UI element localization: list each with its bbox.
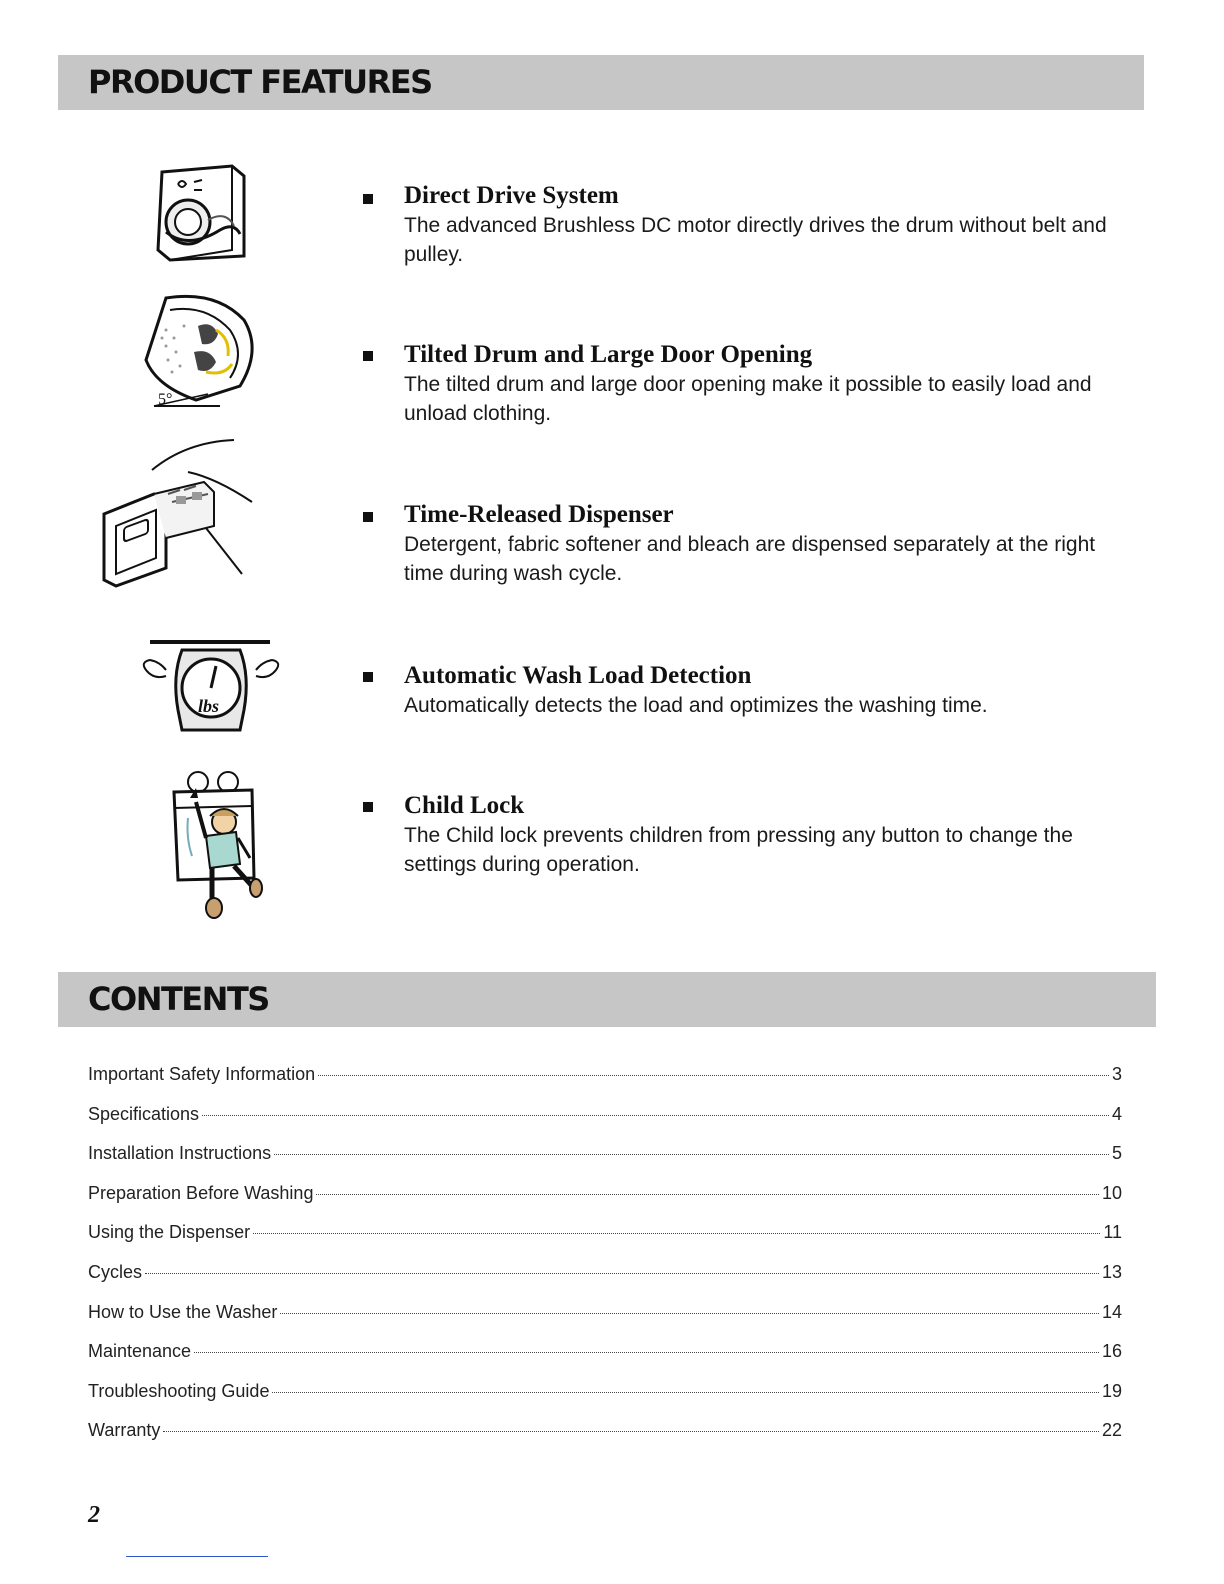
dispenser-drawer-illustration [96, 438, 256, 590]
toc-entry[interactable] [88, 1341, 1122, 1381]
toc-entry[interactable] [88, 1143, 1122, 1183]
feature-direct-drive [0, 150, 1224, 280]
toc-entry[interactable] [88, 1262, 1122, 1302]
toc-entry-page: 10 [1101, 1182, 1122, 1203]
feature-description: The advanced Brushless DC motor directly drives the drum without belt and pulley. [404, 214, 1107, 266]
feature-description: The Child lock prevents children from pressing any button to change the settings during operation. [404, 824, 1073, 876]
toc-entry-page: 5 [1111, 1143, 1122, 1164]
bullet-icon [363, 672, 373, 682]
feature-description: Automatically detects the load and optimizes the washing time. [404, 694, 988, 717]
feature-tilted-drum [0, 290, 1224, 425]
scale-illustration [136, 636, 286, 734]
toc-entry-label: Cycles [88, 1261, 143, 1282]
bullet-icon [363, 194, 373, 204]
toc-leader-dots [274, 1154, 1109, 1155]
toc-entry-label: Preparation Before Washing [88, 1182, 314, 1203]
toc-entry[interactable] [88, 1222, 1122, 1262]
feature-title: Time-Released Dispenser [404, 501, 674, 528]
page-number: 2 [88, 1502, 100, 1528]
toc-entry-label: Maintenance [88, 1341, 192, 1362]
tilt-angle-label: 5° [158, 391, 173, 408]
feature-dispenser [0, 438, 1224, 598]
feature-description: Detergent, fabric softener and bleach are dispensed separately at the right time during wash cycle. [404, 533, 1096, 585]
feature-title: Direct Drive System [404, 182, 619, 209]
feature-load-detection [0, 630, 1224, 740]
feature-title: Tilted Drum and Large Door Opening [404, 341, 813, 368]
scale-unit-label: lbs [198, 696, 220, 716]
toc-entry-page: 13 [1101, 1261, 1122, 1282]
toc-leader-dots [163, 1431, 1099, 1432]
toc-entry-label: How to Use the Washer [88, 1301, 278, 1322]
toc-leader-dots [280, 1313, 1099, 1314]
toc-entry[interactable] [88, 1064, 1122, 1104]
toc-leader-dots [194, 1352, 1099, 1353]
contents-heading: CONTENTS [88, 980, 269, 1018]
toc-entry[interactable] [88, 1381, 1122, 1421]
toc-entry-page: 4 [1111, 1103, 1122, 1124]
feature-title: Automatic Wash Load Detection [404, 662, 752, 689]
bullet-icon [363, 802, 373, 812]
toc-entry[interactable] [88, 1302, 1122, 1342]
feature-title: Child Lock [404, 792, 525, 819]
toc-leader-dots [202, 1115, 1109, 1116]
feature-child-lock [0, 766, 1224, 926]
toc-leader-dots [318, 1075, 1109, 1076]
toc-entry-label: Using the Dispenser [88, 1222, 251, 1243]
product-features-heading: PRODUCT FEATURES [88, 63, 432, 101]
feature-description: The tilted drum and large door opening make it possible to easily load and unload clothing. [404, 373, 1092, 425]
tilted-drum-illustration [136, 290, 262, 412]
toc-entry-label: Important Safety Information [88, 1064, 316, 1084]
toc-entry-page: 16 [1101, 1341, 1122, 1362]
bullet-icon [363, 512, 373, 522]
toc-entry-label: Installation Instructions [88, 1143, 272, 1164]
toc-leader-dots [253, 1233, 1100, 1234]
toc-entry-page: 19 [1101, 1380, 1122, 1401]
toc-entry-page: 3 [1111, 1064, 1122, 1084]
toc-leader-dots [272, 1392, 1099, 1393]
table-of-contents [88, 1064, 1122, 1460]
footer-rule [126, 1556, 268, 1557]
toc-entry[interactable] [88, 1183, 1122, 1223]
toc-entry-page: 11 [1103, 1222, 1122, 1243]
toc-entry-page: 14 [1101, 1301, 1122, 1322]
toc-entry[interactable] [88, 1420, 1122, 1460]
toc-entry-label: Warranty [88, 1420, 161, 1441]
toc-entry[interactable] [88, 1104, 1122, 1144]
product-features-header-bar [58, 55, 1144, 110]
child-lock-illustration [164, 768, 264, 920]
toc-entry-page: 22 [1101, 1420, 1122, 1441]
contents-header-bar [58, 972, 1156, 1027]
toc-leader-dots [316, 1194, 1099, 1195]
toc-leader-dots [145, 1273, 1099, 1274]
bullet-icon [363, 351, 373, 361]
direct-drive-washer-illustration [148, 160, 252, 268]
toc-entry-label: Specifications [88, 1103, 200, 1124]
toc-entry-label: Troubleshooting Guide [88, 1380, 270, 1401]
